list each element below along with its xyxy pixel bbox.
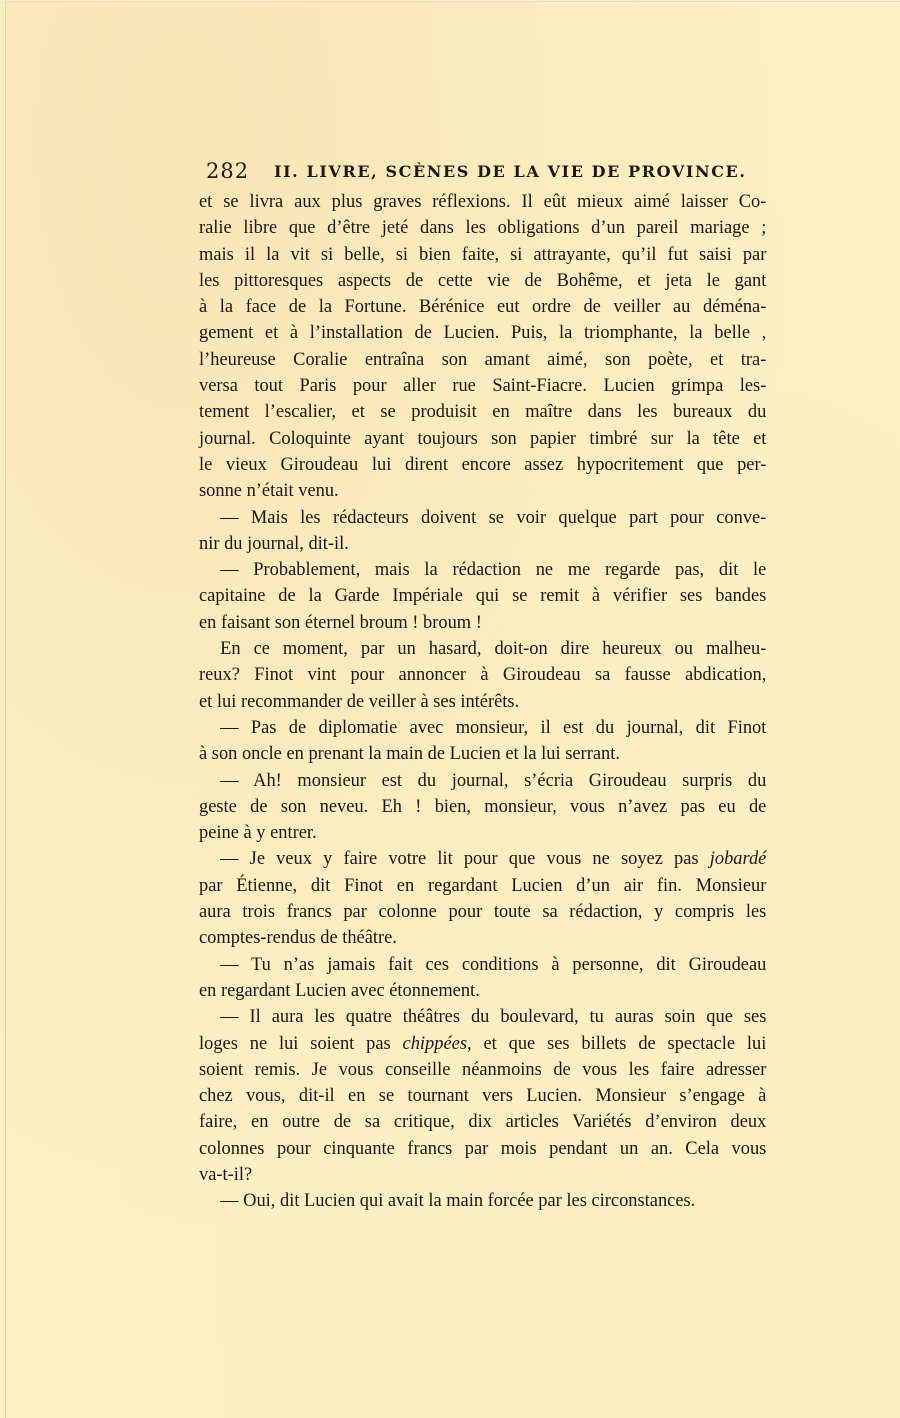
text-line-content: — Il aura les quatre théâtres du boulevard, tu auras soin que ses (220, 1006, 767, 1028)
text-line (199, 215, 766, 241)
text-line (199, 1057, 766, 1083)
text-line (199, 741, 766, 767)
text-line-content: journal. Coloquinte ayant toujours son papier timbré sur la tête et (199, 427, 767, 449)
text-line-content: par Étienne, dit Finot en regardant Lucien d’un air fin. Monsieur (199, 874, 767, 896)
text-line (199, 294, 766, 320)
text-line (199, 320, 766, 346)
text-line (199, 452, 766, 478)
text-line (199, 505, 766, 531)
text-line-content: aura trois francs par colonne pour toute sa rédaction, y compris les (199, 901, 767, 923)
text-line-content: mais il la vit si belle, si bien faite, si attrayante, qu’il fut saisi par (199, 243, 767, 265)
text-line (199, 715, 766, 741)
text-line-content: comptes-rendus de théâtre. (199, 927, 397, 949)
text-line (199, 1031, 766, 1057)
text-line-continuation: , et que ses billets de spectacle lui (467, 1032, 767, 1054)
text-line-content: geste de son neveu. Eh ! bien, monsieur, vous n’avez pas eu de (199, 795, 767, 817)
text-line-content: tement l’escalier, et se produisit en maître dans les bureaux du (199, 401, 767, 423)
text-line (199, 662, 766, 688)
text-line-content: soient remis. Je vous conseille néanmoins de vous les faire adresser (199, 1058, 767, 1080)
text-line-content: et se livra aux plus graves réflexions. Il eût mieux aimé laisser Co- (199, 191, 767, 212)
text-line-content: à la face de la Fortune. Bérénice eut ordre de veiller au déména- (199, 296, 767, 318)
body-text (199, 189, 766, 1215)
text-line-content: peine à y entrer. (199, 822, 317, 844)
text-line (199, 925, 766, 951)
text-line-content: va-t-il? (199, 1163, 253, 1185)
text-line (199, 1109, 766, 1135)
text-line (199, 846, 766, 872)
text-line (199, 373, 766, 399)
text-line-content: le vieux Giroudeau lui dirent encore assez hypocritement que per- (199, 453, 767, 475)
text-line (199, 1083, 766, 1109)
text-line-content: — Oui, dit Lucien qui avait la main forcée par les circonstances. (220, 1190, 696, 1212)
text-line-content: faire, en outre de sa critique, dix articles Variétés d’environ deux (199, 1111, 767, 1133)
text-line (199, 531, 766, 557)
text-line-content: capitaine de la Garde Impériale qui se remit à vérifier ses bandes (199, 585, 767, 607)
text-line-content: loges ne lui soient pas (199, 1032, 403, 1054)
text-line (199, 583, 766, 609)
text-line (199, 426, 766, 452)
page-number: 282 (206, 159, 250, 183)
text-line-content: les pittoresques aspects de cette vie de Bohême, et jeta le gant (199, 269, 767, 291)
text-line-content: — Mais les rédacteurs doivent se voir quelque part pour conve- (220, 506, 767, 528)
text-line-content: versa tout Paris pour aller rue Saint-Fiacre. Lucien grimpa les- (199, 375, 767, 397)
text-line-content: — Probablement, mais la rédaction ne me regarde pas, dit le (220, 559, 767, 581)
text-line (199, 820, 766, 846)
text-line (199, 1162, 766, 1188)
text-line-content: gement et à l’installation de Lucien. Puis, la triomphante, la belle , (199, 322, 767, 344)
text-line-content: chez vous, dit-il en se tournant vers Lucien. Monsieur s’engage à (199, 1085, 767, 1107)
text-line (199, 899, 766, 925)
text-line (199, 952, 766, 978)
text-line (199, 978, 766, 1004)
text-line (199, 242, 766, 268)
text-line (199, 557, 766, 583)
text-line-content: et lui recommander de veiller à ses intérêts. (199, 690, 520, 712)
text-line (199, 347, 766, 373)
text-line-content: sonne n’était venu. (199, 480, 339, 502)
text-line-content: — Ah! monsieur est du journal, s’écria Giroudeau surpris du (220, 769, 767, 791)
text-line (199, 794, 766, 820)
running-head (206, 159, 796, 187)
text-line-content: — Pas de diplomatie avec monsieur, il est du journal, dit Finot (220, 716, 767, 738)
text-line (199, 873, 766, 899)
text-line-content: en faisant son éternel broum ! broum ! (199, 611, 482, 633)
running-head-title: II. LIVRE, SCÈNES DE LA VIE DE PROVINCE. (274, 162, 747, 181)
text-line (199, 189, 766, 215)
text-line-content: ralie libre que d’être jeté dans les obligations d’un pareil mariage ; (199, 217, 767, 239)
text-line (199, 268, 766, 294)
italic-word: chippées (402, 1032, 468, 1054)
text-line-content: reux? Finot vint pour annoncer à Giroudeau sa fausse abdication, (199, 664, 767, 686)
italic-word: jobardé (709, 848, 767, 870)
text-line (199, 768, 766, 794)
text-line (199, 478, 766, 504)
text-line (199, 689, 766, 715)
text-line-content: colonnes pour cinquante francs par mois pendant un an. Cela vous (199, 1137, 767, 1159)
text-line (199, 636, 766, 662)
text-line-content: En ce moment, par un hasard, doit-on dire heureux ou malheu- (220, 638, 767, 660)
text-line (199, 1136, 766, 1162)
text-line (199, 1188, 766, 1214)
text-line-content: à son oncle en prenant la main de Lucien et la lui serrant. (199, 743, 620, 765)
text-line-content: en regardant Lucien avec étonnement. (199, 979, 480, 1001)
text-line-content: nir du journal, dit-il. (199, 532, 349, 554)
text-line-content: — Tu n’as jamais fait ces conditions à personne, dit Giroudeau (220, 953, 767, 975)
text-line (199, 399, 766, 425)
text-line (199, 1004, 766, 1030)
text-line-content: — Je veux y faire votre lit pour que vous ne soyez pas (220, 848, 710, 870)
text-line (199, 610, 766, 636)
text-line-content: l’heureuse Coralie entraîna son amant aimé, son poète, et tra- (199, 348, 767, 370)
